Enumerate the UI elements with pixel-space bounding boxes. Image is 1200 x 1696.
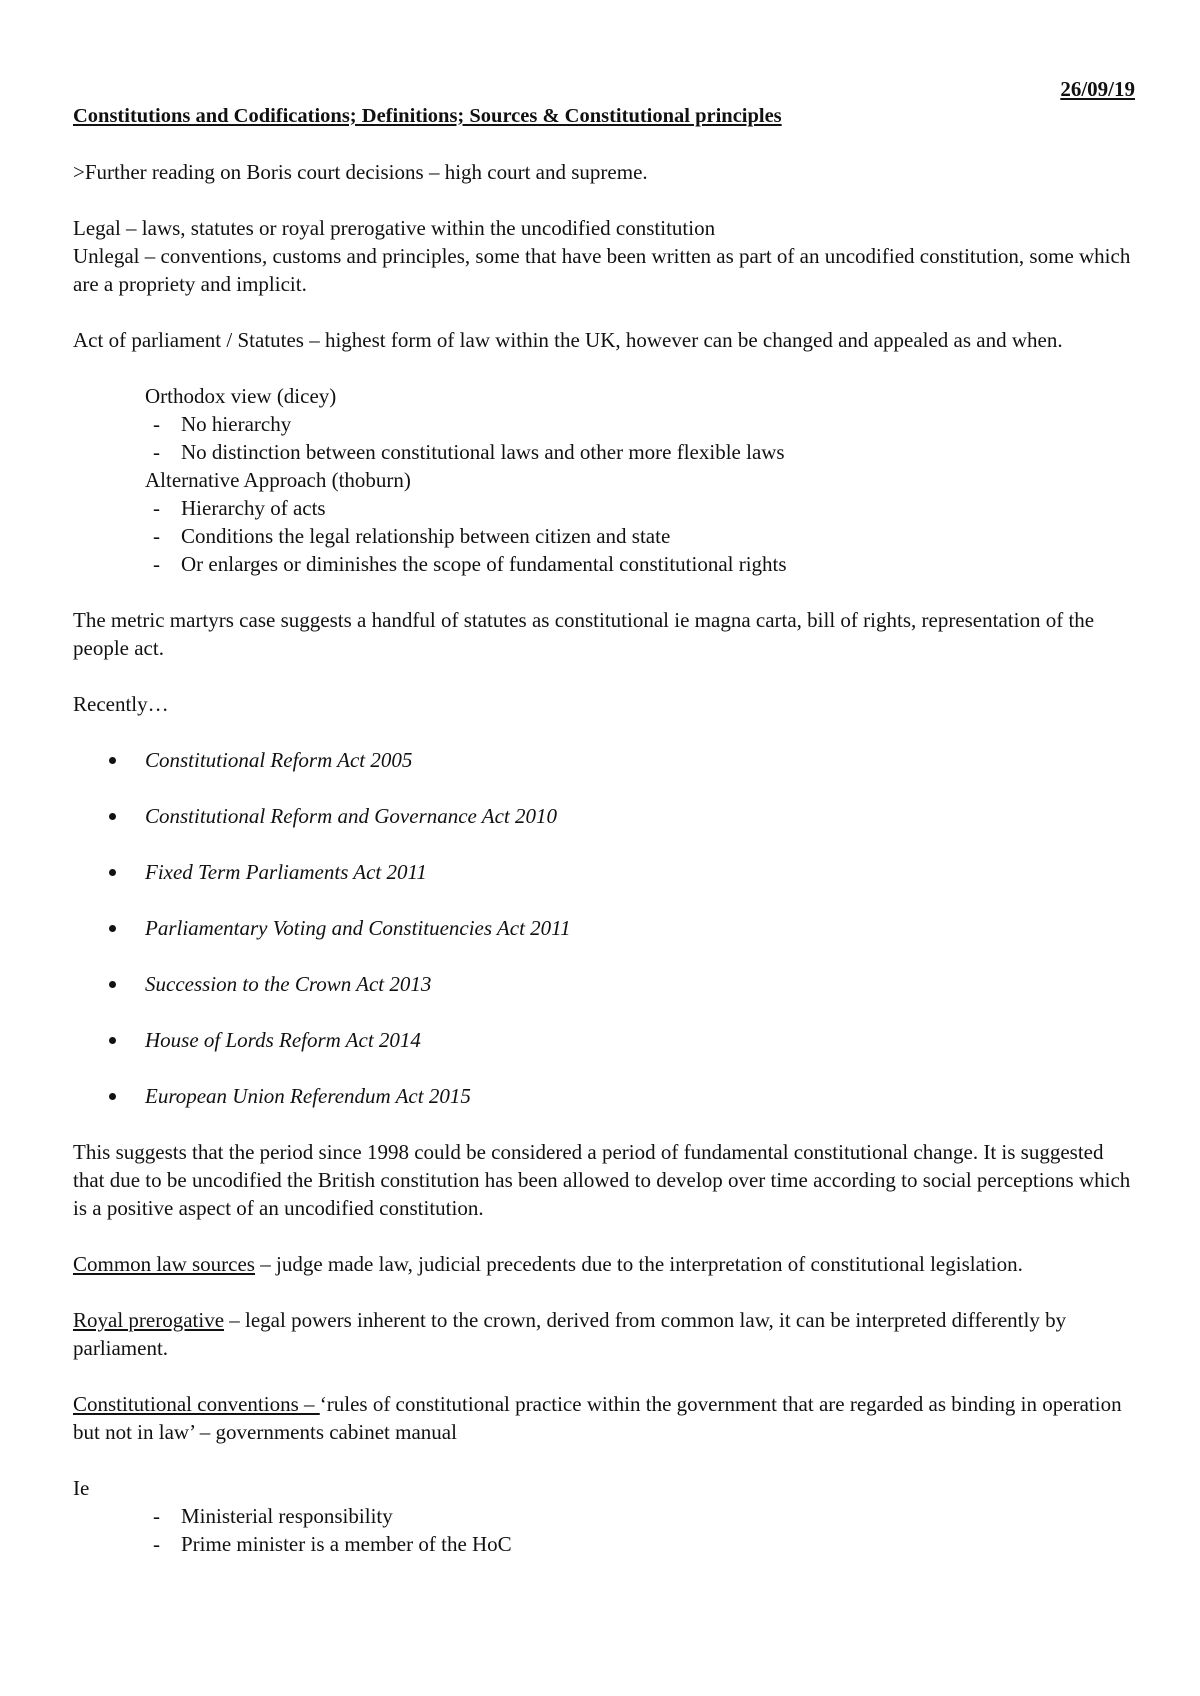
list-item: Fixed Term Parliaments Act 2011 bbox=[73, 858, 1133, 886]
period-paragraph: This suggests that the period since 1998 could be considered a period of fundamental constitutional change. It is suggested that due to be uncodified the British constitution has been allowed to develop over time according to social perceptions which is a positive aspect of an uncodified constitution. bbox=[73, 1140, 1131, 1220]
list-item: European Union Referendum Act 2015 bbox=[73, 1082, 1133, 1110]
list-item: House of Lords Reform Act 2014 bbox=[73, 1026, 1133, 1054]
list-item: Parliamentary Voting and Constituencies Act 2011 bbox=[73, 914, 1133, 942]
orthodox-list bbox=[73, 410, 1133, 466]
bullet-icon bbox=[109, 869, 116, 876]
common-law-term: Common law sources bbox=[73, 1252, 255, 1276]
acts-paragraph: Act of parliament / Statutes – highest form of law within the UK, however can be changed and appealed as and when. bbox=[73, 328, 1063, 352]
document-title: Constitutions and Codifications; Definitions; Sources & Constitutional principles bbox=[73, 105, 782, 127]
list-item: - Or enlarges or diminishes the scope of fundamental constitutional rights bbox=[153, 552, 787, 576]
unlegal-definition: Unlegal – conventions, customs and principles, some that have been written as part of an uncodified constitution, some which are a propriety and implicit. bbox=[73, 244, 1131, 296]
common-law-paragraph: Common law sources – judge made law, judicial precedents due to the interpretation of constitutional legislation. bbox=[73, 1252, 1023, 1276]
document-body bbox=[73, 102, 1133, 1558]
alternative-heading: Alternative Approach (thoburn) bbox=[145, 468, 411, 492]
royal-prerogative-paragraph: Royal prerogative – legal powers inherent to the crown, derived from common law, it can be interpreted differently by parliament. bbox=[73, 1308, 1067, 1360]
document-date: 26/09/19 bbox=[1060, 77, 1135, 101]
list-item: - Ministerial responsibility bbox=[153, 1504, 393, 1528]
recently-label: Recently… bbox=[73, 692, 169, 716]
ie-list bbox=[73, 1502, 1133, 1558]
further-reading-note: >Further reading on Boris court decisions – high court and supreme. bbox=[73, 160, 648, 184]
bullet-icon bbox=[109, 1093, 116, 1100]
list-item: Constitutional Reform Act 2005 bbox=[73, 746, 1133, 774]
bullet-icon bbox=[109, 925, 116, 932]
list-item: Constitutional Reform and Governance Act 2010 bbox=[73, 802, 1133, 830]
list-item: - Hierarchy of acts bbox=[153, 496, 326, 520]
conventions-term: Constitutional conventions – bbox=[73, 1392, 320, 1416]
bullet-icon bbox=[109, 1037, 116, 1044]
list-item: - No hierarchy bbox=[153, 412, 292, 436]
bullet-icon bbox=[109, 981, 116, 988]
metric-martyrs-paragraph: The metric martyrs case suggests a handful of statutes as constitutional ie magna carta, bill of rights, representation of the people act. bbox=[73, 608, 1095, 660]
list-item: - Prime minister is a member of the HoC bbox=[153, 1532, 512, 1556]
alternative-list bbox=[73, 494, 1133, 578]
list-item: - Conditions the legal relationship between citizen and state bbox=[153, 524, 671, 548]
recent-acts-list bbox=[73, 746, 1133, 1110]
royal-prerogative-term: Royal prerogative bbox=[73, 1308, 225, 1332]
conventions-paragraph: Constitutional conventions – ‘rules of constitutional practice within the government that are regarded as binding in operation but not in law’ – governments cabinet manual bbox=[73, 1392, 1122, 1444]
legal-definition: Legal – laws, statutes or royal prerogative within the uncodified constitution bbox=[73, 216, 716, 240]
orthodox-heading: Orthodox view (dicey) bbox=[145, 384, 337, 408]
list-item: - No distinction between constitutional laws and other more flexible laws bbox=[153, 440, 785, 464]
list-item: Succession to the Crown Act 2013 bbox=[73, 970, 1133, 998]
ie-label: Ie bbox=[73, 1476, 90, 1500]
bullet-icon bbox=[109, 813, 116, 820]
bullet-icon bbox=[109, 757, 116, 764]
